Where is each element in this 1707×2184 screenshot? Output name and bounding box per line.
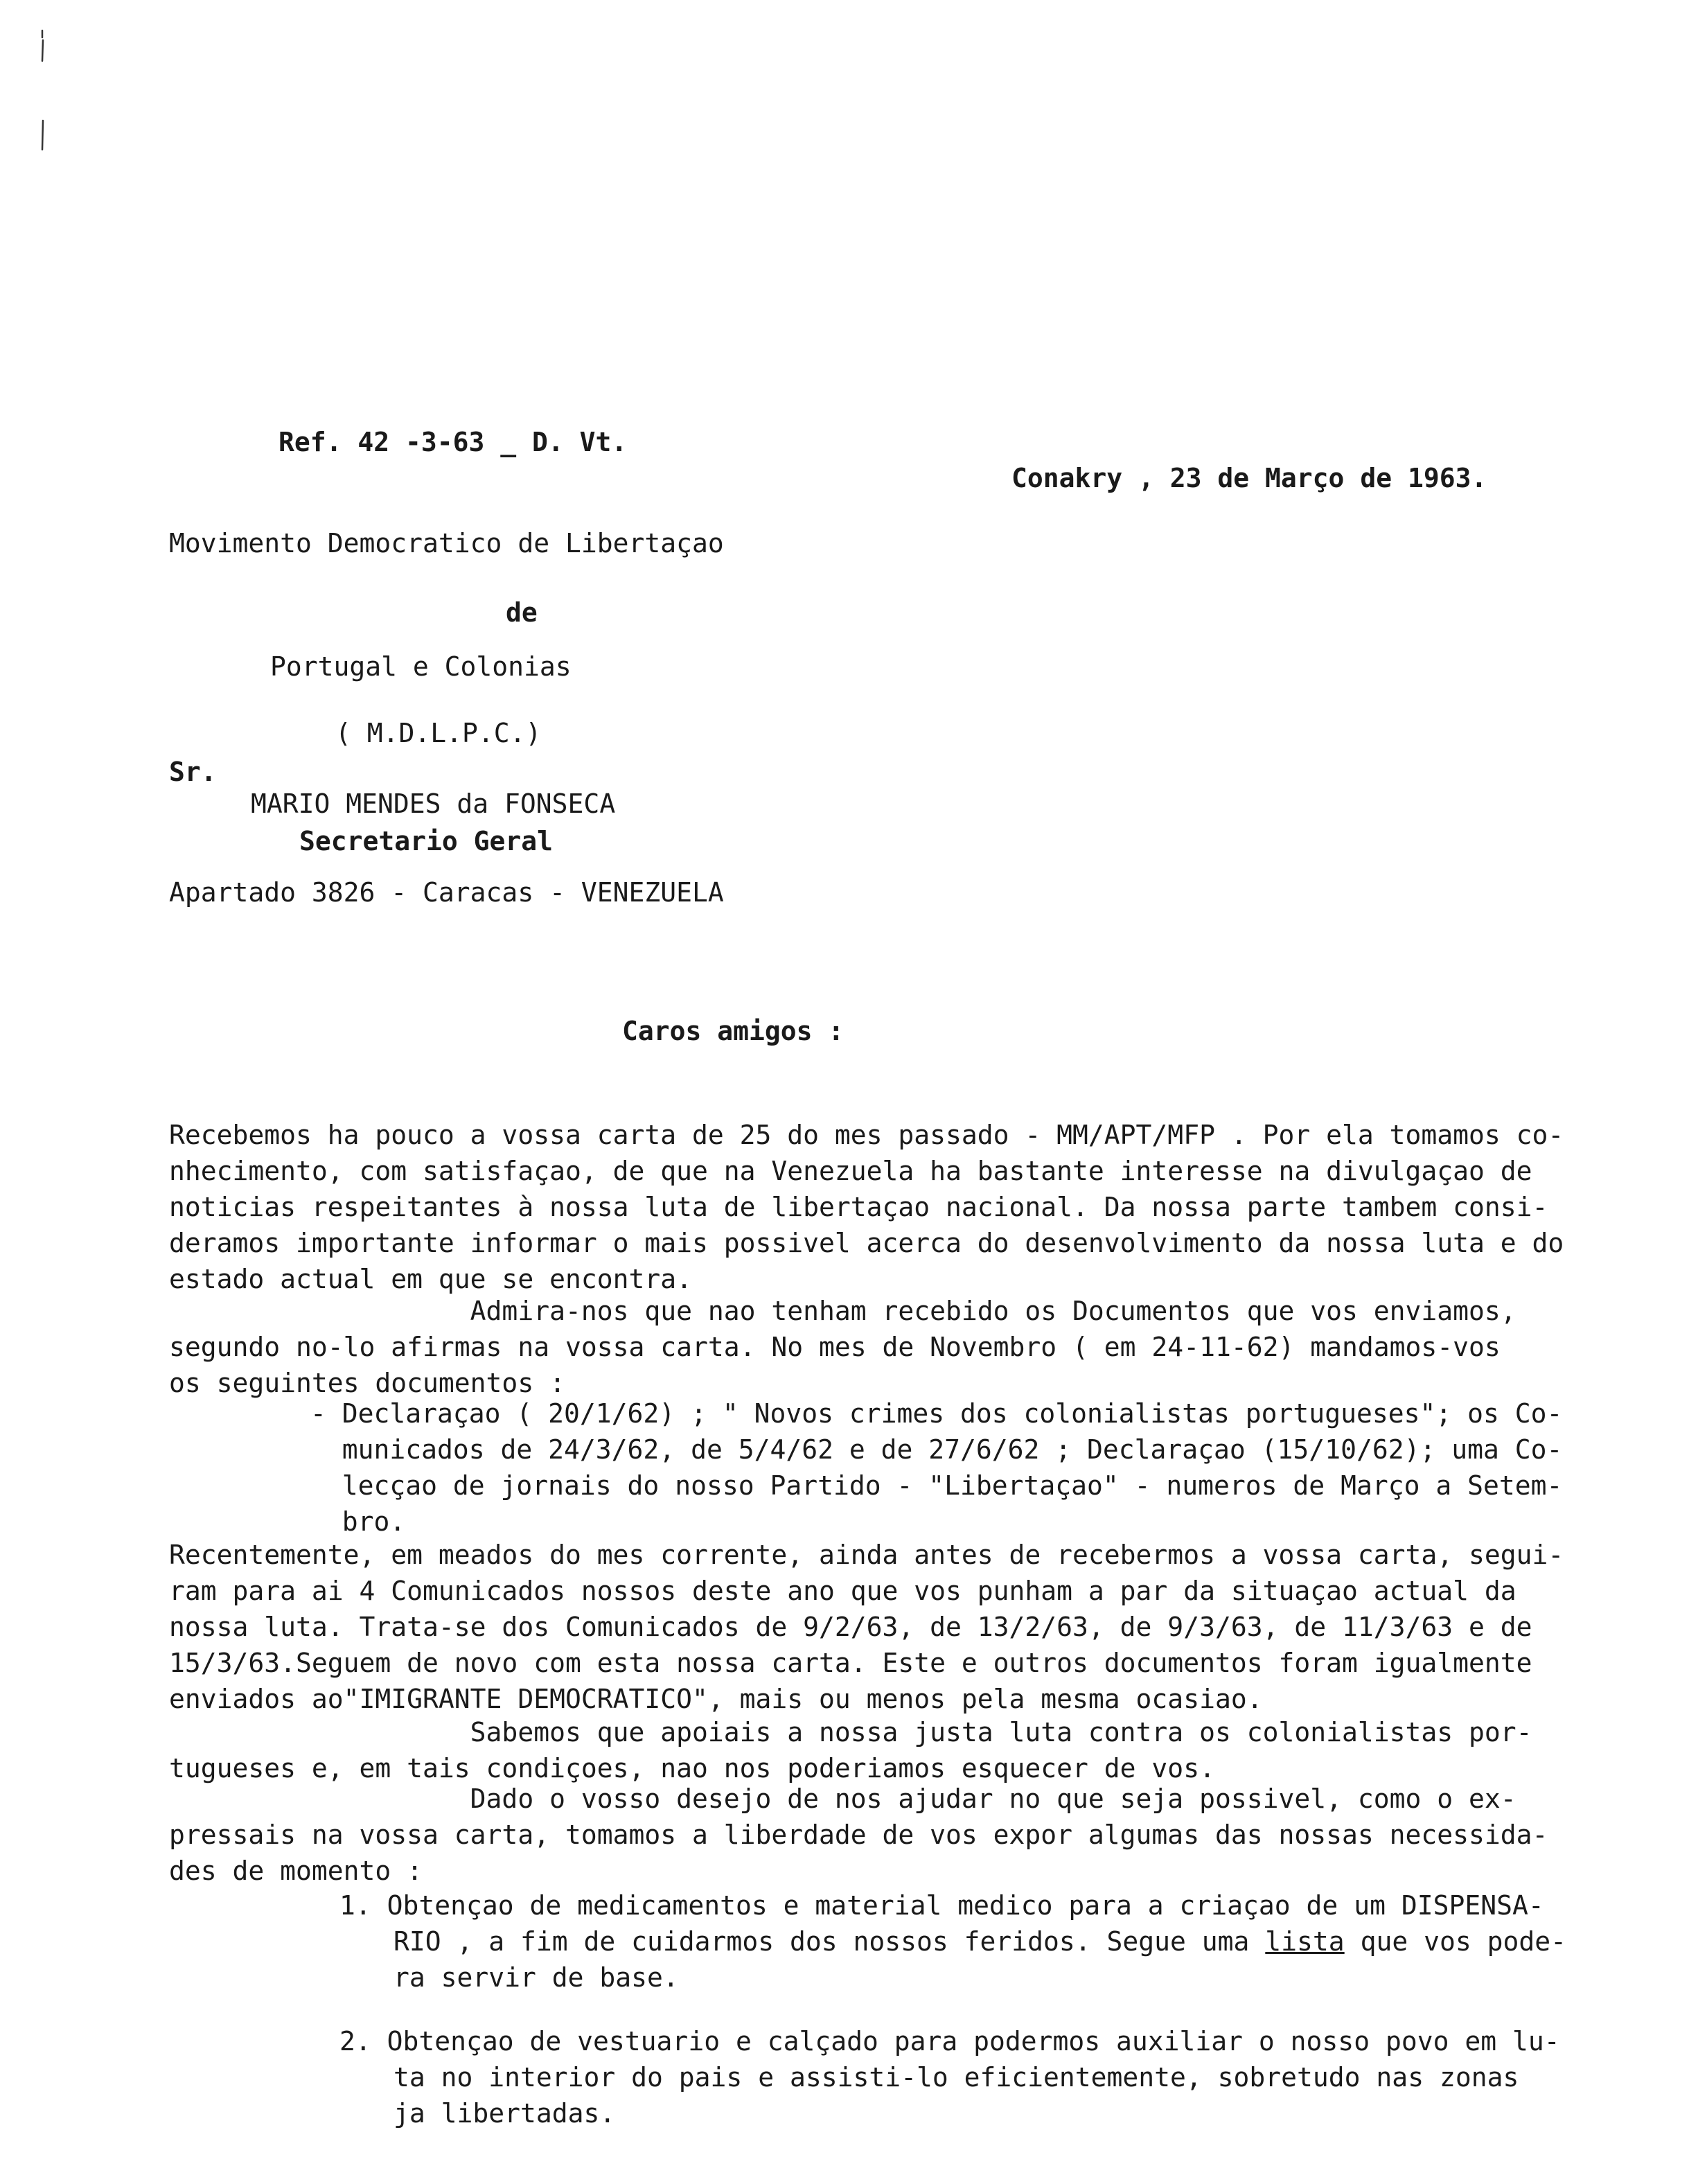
text-line: Recebemos ha pouco a vossa carta de 25 do mes passado - MM/APT/MFP . Por ela tomamos co- — [169, 1120, 1564, 1150]
list-item: bro. — [310, 1506, 406, 1537]
needs-item-1 — [339, 1887, 1600, 1996]
text-line: Dado o vosso desejo de nos ajudar no que seja possivel, como o ex- — [169, 1784, 1516, 1814]
list-item: lecçao de jornais do nosso Partido - "Libertaçao" - numeros de Março a Setem- — [310, 1470, 1563, 1501]
text-line: noticias respeitantes à nossa luta de libertaçao nacional. Da nossa parte tambem consi- — [169, 1192, 1548, 1222]
list-item: - Declaraçao ( 20/1/62) ; " Novos crimes dos colonialistas portugueses"; os Co- — [310, 1398, 1563, 1429]
text-line: Admira-nos que nao tenham recebido os Documentos que vos enviamos, — [169, 1296, 1516, 1326]
recipient-title: Sr. — [169, 757, 217, 787]
documents-list — [310, 1395, 1599, 1540]
sender-organization-line1: Movimento Democratico de Libertaçao — [169, 528, 724, 558]
sender-organization-line2: de — [506, 597, 538, 628]
greeting: Caros amigos : — [622, 1016, 844, 1046]
body-paragraph-2 — [169, 1293, 1603, 1401]
text-line: segundo no-lo afirmas na vossa carta. No mes de Novembro ( em 24-11-62) mandamos-vos — [169, 1332, 1501, 1362]
text-line: 2. Obtençao de vestuario e calçado para podermos auxiliar o nosso povo em lu- — [339, 2026, 1560, 2057]
text-line: tugueses e, em tais condiçoes, nao nos poderiamos esquecer de vos. — [169, 1753, 1215, 1784]
list-item: municados de 24/3/62, de 5/4/62 e de 27/6/62 ; Declaraçao (15/10/62); uma Co- — [310, 1434, 1563, 1465]
sender-acronym: ( M.D.L.P.C.) — [335, 718, 542, 748]
recipient-name: MARIO MENDES da FONSECA — [251, 789, 616, 819]
text-line: enviados ao"IMIGRANTE DEMOCRATICO", mais ou menos pela mesma ocasiao. — [169, 1684, 1263, 1714]
list-reference-link: lista — [1265, 1926, 1345, 1957]
text-line: ra servir de base. — [393, 1962, 679, 1993]
margin-pencil-mark — [36, 28, 48, 152]
text-line: ja libertadas. — [393, 2098, 616, 2129]
text-fragment: que vos pode- — [1344, 1926, 1566, 1957]
text-line — [339, 1923, 1600, 1960]
text-line: Recentemente, em meados do mes corrente, ainda antes de recebermos a vossa carta, segui- — [169, 1540, 1564, 1570]
text-line: Sabemos que apoiais a nossa justa luta contra os colonialistas por- — [169, 1717, 1532, 1747]
sender-organization-line3: Portugal e Colonias — [270, 651, 572, 682]
reference-number: Ref. 42 -3-63 _ D. Vt. — [278, 427, 628, 457]
recipient-role: Secretario Geral — [299, 826, 554, 856]
text-line: ram para ai 4 Comunicados nossos deste ano que vos punham a par da situaçao actual da — [169, 1576, 1516, 1606]
text-line: estado actual em que se encontra. — [169, 1264, 692, 1294]
body-paragraph-4 — [169, 1714, 1603, 1786]
text-line: pressais na vossa carta, tomamos a liberdade de vos expor algumas das nossas necessida- — [169, 1820, 1548, 1850]
text-line: nossa luta. Trata-se dos Comunicados de 9/2/63, de 13/2/63, de 9/3/63, de 11/3/63 e de — [169, 1612, 1532, 1642]
recipient-address: Apartado 3826 - Caracas - VENEZUELA — [169, 877, 724, 908]
text-line: des de momento : — [169, 1856, 423, 1886]
text-line: 15/3/63.Seguem de novo com esta nossa carta. Este e outros documentos foram igualmente — [169, 1648, 1532, 1678]
text-fragment: RIO , a fim de cuidarmos dos nossos feridos. Segue uma — [393, 1926, 1266, 1957]
text-line: nhecimento, com satisfaçao, de que na Venezuela ha bastante interesse na divulgaçao de — [169, 1156, 1532, 1186]
text-line: deramos importante informar o mais possivel acerca do desenvolvimento da nossa luta e do — [169, 1228, 1564, 1258]
body-paragraph-1 — [169, 1117, 1603, 1297]
text-line: ta no interior do pais e assisti-lo eficientemente, sobretudo nas zonas — [393, 2062, 1519, 2093]
needs-item-2 — [339, 2023, 1600, 2131]
body-paragraph-5 — [169, 1781, 1603, 1889]
text-line: 1. Obtençao de medicamentos e material medico para a criaçao de um DISPENSA- — [339, 1890, 1544, 1921]
place-and-date: Conakry , 23 de Março de 1963. — [1011, 463, 1487, 493]
text-line: os seguintes documentos : — [169, 1368, 565, 1398]
body-paragraph-3 — [169, 1537, 1603, 1717]
